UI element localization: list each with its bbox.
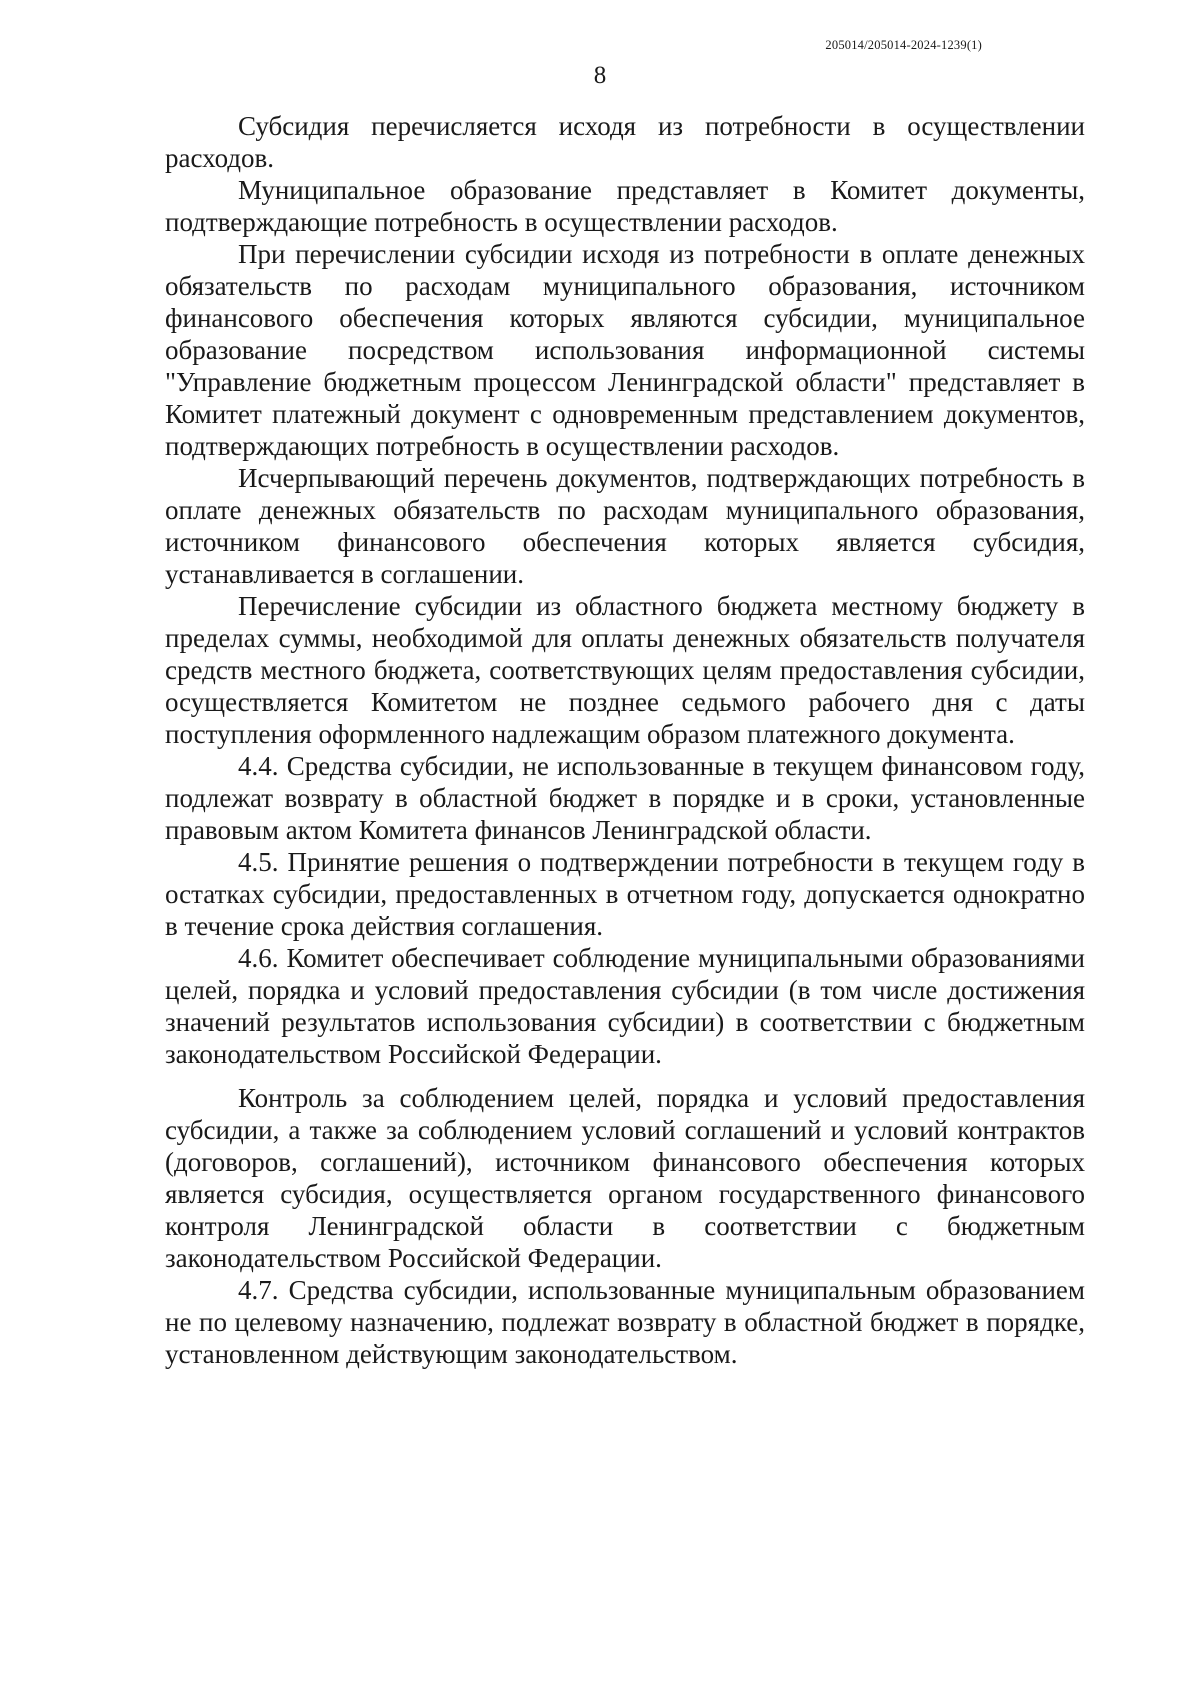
clause-4-7: 4.7. Средства субсидии, использованные муниципальным образованием не по целевому назначению, подлежат возврату в областной бюджет в порядке, установленном действующим законодательством.	[165, 1275, 1085, 1369]
clause-4-6: 4.6. Комитет обеспечивает соблюдение муниципальными образованиями целей, порядка и условий предоставления субсидии (в том числе достижения значений результатов использования субсидии) в соответствии с бюджетным законодательством Российской Федерации.	[165, 943, 1085, 1069]
clause-4-5: 4.5. Принятие решения о подтверждении потребности в текущем году в остатках субсидии, предоставленных в отчетном году, допускается однократно в течение срока действия соглашения.	[165, 847, 1085, 941]
paragraph-transfer-deadline: Перечисление субсидии из областного бюджета местному бюджету в пределах суммы, необходимой для оплаты денежных обязательств получателя средств местного бюджета, соответствующих целям предоставления субсидии, осуществляется Комитетом не позднее седьмого рабочего дня с даты поступления оформленного надлежащим образом платежного документа.	[165, 591, 1085, 749]
paragraph-subsidy-transfer: Субсидия перечисляется исходя из потребности в осуществлении расходов.	[165, 111, 1085, 173]
paragraph-documents-list: Исчерпывающий перечень документов, подтверждающих потребность в оплате денежных обязательств по расходам муниципального образования, источником финансового обеспечения которых является субсидия, устанавливается в соглашении.	[165, 463, 1085, 589]
document-id: 205014/205014-2024-1239(1)	[825, 38, 982, 52]
document-body	[165, 110, 1085, 1370]
clause-4-4: 4.4. Средства субсидии, не использованные в текущем финансовом году, подлежат возврату в областной бюджет в порядке и в сроки, установленные правовым актом Комитета финансов Ленинградской области.	[165, 751, 1085, 845]
paragraph-control: Контроль за соблюдением целей, порядка и условий предоставления субсидии, а также за соблюдением условий соглашений и условий контрактов (договоров, соглашений), источником финансового обеспечения которых является субсидия, осуществляется органом государственного финансового контроля Ленинградской области в соответствии с бюджетным законодательством Российской Федерации.	[165, 1083, 1085, 1273]
page-number: 8	[593, 62, 607, 89]
paragraph-payment-obligations: При перечислении субсидии исходя из потребности в оплате денежных обязательств по расходам муниципального образования, источником финансового обеспечения которых являются субсидии, муниципальное образование посредством использования информационной системы "Управление бюджетным процессом Ленинградской области" представляет в Комитет платежный документ с одновременным представлением документов, подтверждающих потребность в осуществлении расходов.	[165, 239, 1085, 461]
paragraph-documents-submission: Муниципальное образование представляет в Комитет документы, подтверждающие потребность в осуществлении расходов.	[165, 175, 1085, 237]
